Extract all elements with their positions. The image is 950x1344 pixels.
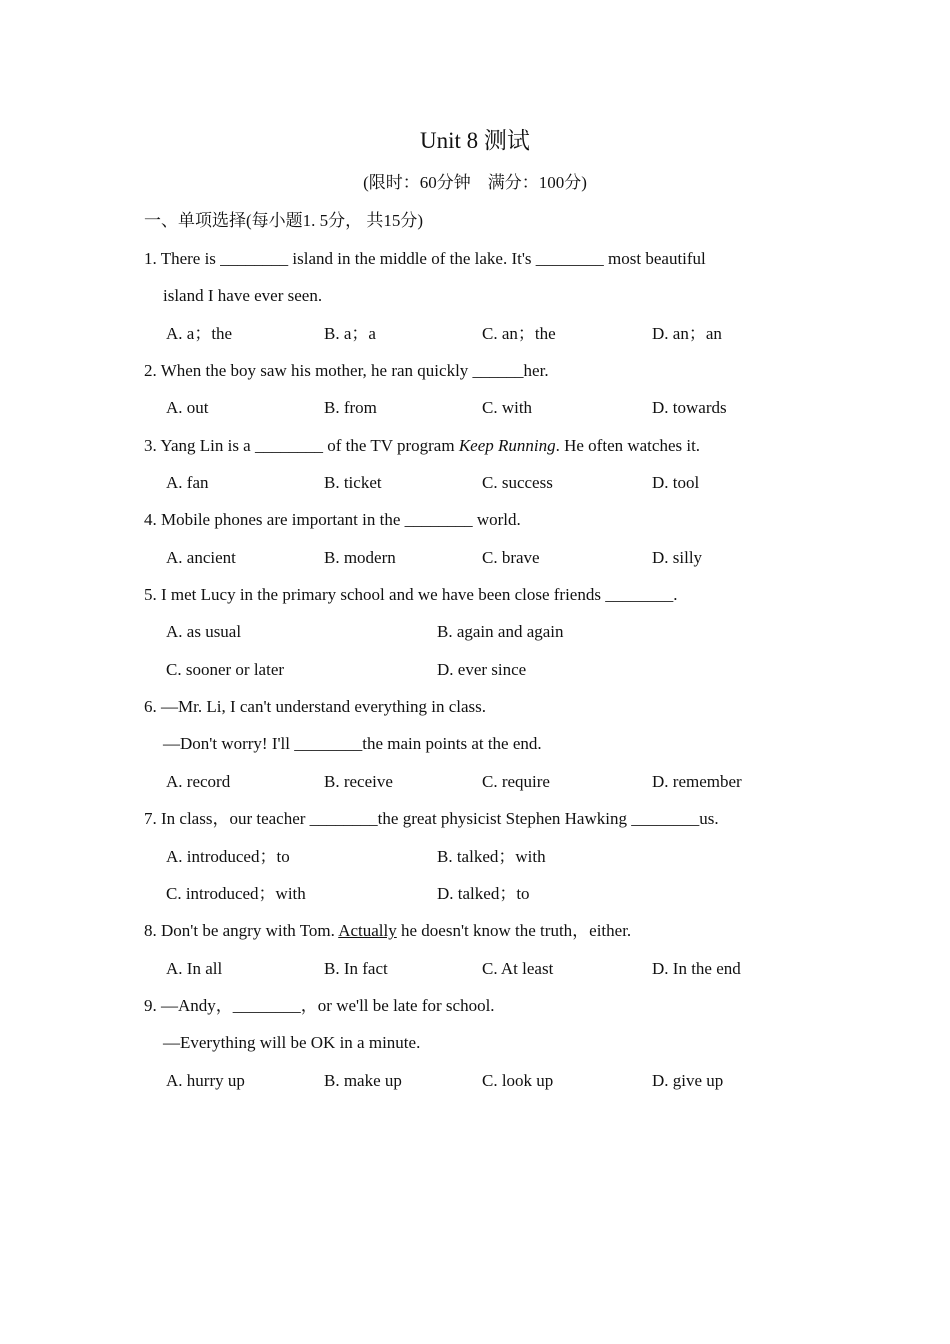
question-3-option-d: D. tool: [652, 473, 700, 492]
question-8-option-c: C. At least: [482, 959, 554, 978]
question-6-option-d: D. remember: [652, 772, 742, 791]
question-8-underlined-word: Actually: [338, 921, 397, 940]
question-9-option-d: D. give up: [652, 1071, 724, 1090]
question-9-option-c: C. look up: [482, 1071, 554, 1090]
question-9-option-a: A. hurry up: [166, 1071, 245, 1090]
time-score-info: (限时：60分钟 满分：100分): [363, 173, 587, 192]
question-6-reply: —Don't worry! I'll ________the main points at the end.: [163, 734, 542, 753]
question-1-option-b: B. a；a: [324, 324, 376, 343]
section-heading: 一、单项选择(每小题1. 5分， 共15分): [144, 211, 424, 230]
question-8-option-b: B. In fact: [324, 959, 388, 978]
question-7-option-a: A. introduced；to: [166, 847, 290, 866]
question-7-option-b: B. talked；with: [437, 847, 546, 866]
question-5-text: 5. I met Lucy in the primary school and we have been close friends ________.: [144, 585, 678, 604]
question-3-program-name: Keep Running: [458, 436, 556, 455]
question-1-text-cont: island I have ever seen.: [163, 286, 323, 305]
question-3-text-pre: 3. Yang Lin is a ________ of the TV program: [144, 436, 459, 455]
question-6-option-c: C. require: [482, 772, 550, 791]
question-1-option-c: C. an；the: [482, 324, 556, 343]
question-3-text: [144, 433, 700, 459]
question-1-text: 1. There is ________ island in the middle of the lake. It's ________ most beautiful: [144, 249, 706, 268]
question-2-text: 2. When the boy saw his mother, he ran quickly ______her.: [144, 361, 549, 380]
question-9-reply: —Everything will be OK in a minute.: [163, 1033, 421, 1052]
question-6-text: 6. —Mr. Li, I can't understand everything in class.: [144, 697, 487, 716]
question-4-text: 4. Mobile phones are important in the ________ world.: [144, 510, 521, 529]
question-4-option-a: A. ancient: [166, 548, 236, 567]
question-8-text-pre: 8. Don't be angry with Tom.: [144, 921, 339, 940]
question-2-option-b: B. from: [324, 398, 377, 417]
question-3-option-b: B. ticket: [324, 473, 382, 492]
question-4-option-d: D. silly: [652, 548, 703, 567]
question-5-option-b: B. again and again: [437, 622, 564, 641]
question-9-option-b: B. make up: [324, 1071, 402, 1090]
question-6-option-a: A. record: [166, 772, 231, 791]
question-2-option-c: C. with: [482, 398, 533, 417]
question-1-option-d: D. an；an: [652, 324, 722, 343]
question-8-option-a: A. In all: [166, 959, 223, 978]
question-3-option-a: A. fan: [166, 473, 209, 492]
question-7-option-c: C. introduced；with: [166, 884, 306, 903]
question-2-option-d: D. towards: [652, 398, 727, 417]
question-5-option-a: A. as usual: [166, 622, 242, 641]
question-2-option-a: A. out: [166, 398, 209, 417]
question-5-option-d: D. ever since: [437, 660, 527, 679]
question-4-option-b: B. modern: [324, 548, 396, 567]
question-8-text-post: he doesn't know the truth，either.: [396, 921, 632, 940]
question-4-option-c: C. brave: [482, 548, 540, 567]
question-7-option-d: D. talked；to: [437, 884, 530, 903]
question-1-option-a: A. a；the: [166, 324, 233, 343]
question-8-text: [144, 918, 631, 944]
question-5-option-c: C. sooner or later: [166, 660, 285, 679]
page-title: Unit 8 测试: [420, 128, 530, 153]
question-9-text: 9. —Andy，________，or we'll be late for school.: [144, 996, 495, 1015]
question-3-option-c: C. success: [482, 473, 553, 492]
question-6-option-b: B. receive: [324, 772, 393, 791]
question-8-option-d: D. In the end: [652, 959, 741, 978]
question-7-text: 7. In class，our teacher ________the great physicist Stephen Hawking ________us.: [144, 809, 719, 828]
question-3-text-post: . He often watches it.: [555, 436, 701, 455]
